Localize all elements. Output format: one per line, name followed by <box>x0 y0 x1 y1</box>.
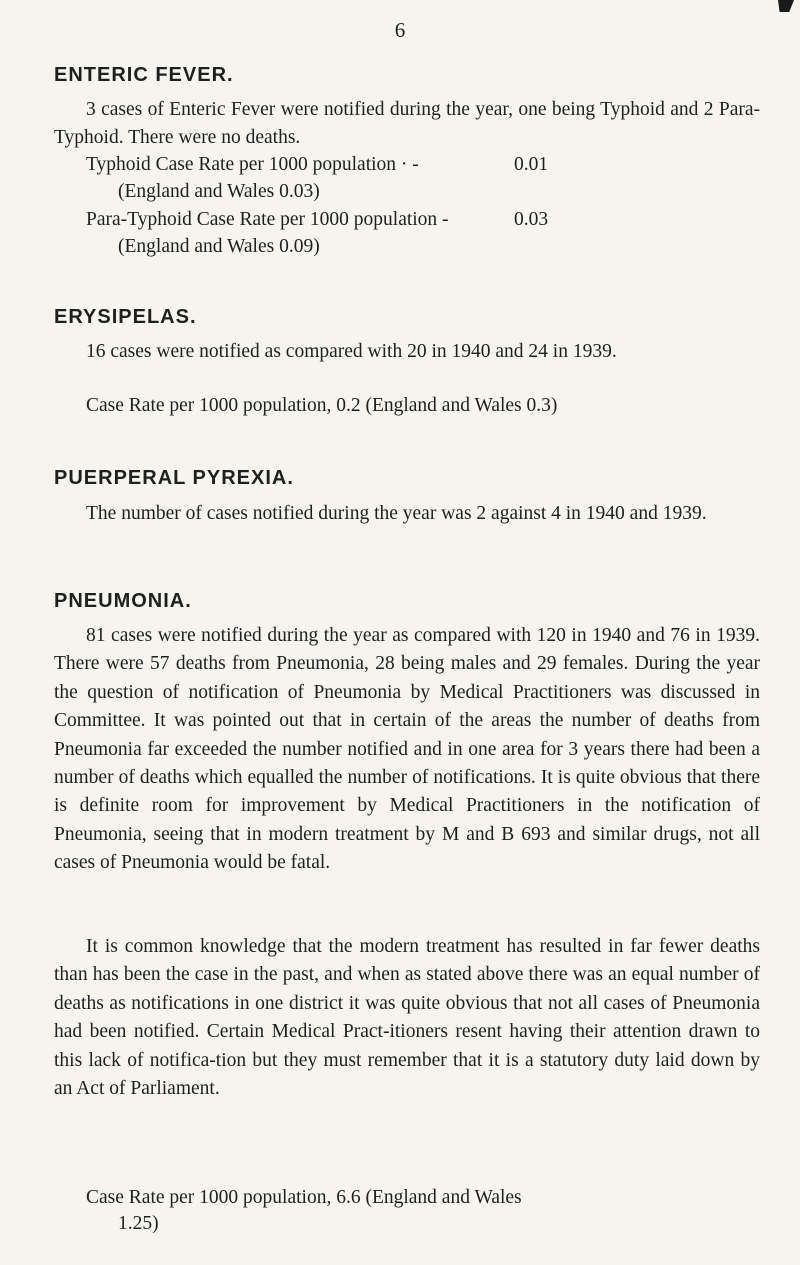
heading-puerperal-pyrexia: PUERPERAL PYREXIA. <box>54 467 294 489</box>
pneumonia-paragraph-2: It is common knowledge that the modern treatment has resulted in far fewer deaths than has been the case in the past, and when as stated above there was an equal number of deaths as notifications in one district it was quite obvious that not all cases of Pneumonia had been notified. Certain Medical Pract-itioners resent having their attention drawn to this lack of notifica-tion but they must remember that it is a statutory duty laid down by an Act of Parliament. <box>54 936 760 1100</box>
erysipelas-rate: Case Rate per 1000 population, 0.2 (England and Wales 0.3) <box>86 395 558 416</box>
paratyphoid-comparison: (England and Wales 0.09) <box>118 236 320 257</box>
erysipelas-body: 16 cases were notified as compared with 20 in 1940 and 24 in 1939. <box>86 341 617 362</box>
page-number: 6 <box>394 18 406 42</box>
paratyphoid-rate-value: 0.03 <box>514 209 549 230</box>
pneumonia-paragraph-1: 81 cases were notified during the year as compared with 120 in 1940 and 76 in 1939. There were 57 deaths from Pneumonia, 28 being males and 29 females. During the year the question of notification of Pneumonia by Medical Practitioners was discussed in Committee. It was pointed out that in certain of the areas the number of deaths from Pneumonia far exceeded the number notified and in one area for 3 years there had been a number of deaths which equalled the number of notifications. It is quite obvious that there is definite room for improvement by Medical Practitioners in the notification of Pneumonia, seeing that in modern treatment by M and B 693 and similar drugs, not all cases of Pneumonia would be fatal. <box>54 625 760 874</box>
pneumonia-rate-line-2: 1.25) <box>118 1213 159 1234</box>
enteric-fever-intro: 3 cases of Enteric Fever were notified during the year, one being Typhoid and 2 Para-Typhoid. There were no deaths. <box>54 99 760 149</box>
heading-pneumonia: PNEUMONIA. <box>54 590 192 612</box>
typhoid-comparison: (England and Wales 0.03) <box>118 181 320 202</box>
pneumonia-rate-line-1: Case Rate per 1000 population, 6.6 (England and Wales <box>86 1187 522 1208</box>
heading-enteric-fever: ENTERIC FEVER. <box>54 64 234 86</box>
heading-erysipelas: ERYSIPELAS. <box>54 306 197 328</box>
corner-mark <box>778 0 794 12</box>
typhoid-rate-label: Typhoid Case Rate per 1000 population · - <box>86 154 419 175</box>
paratyphoid-rate-label: Para-Typhoid Case Rate per 1000 population - <box>86 209 449 230</box>
puerperal-pyrexia-body: The number of cases notified during the year was 2 against 4 in 1940 and 1939. <box>86 503 707 524</box>
typhoid-rate-value: 0.01 <box>514 154 549 175</box>
